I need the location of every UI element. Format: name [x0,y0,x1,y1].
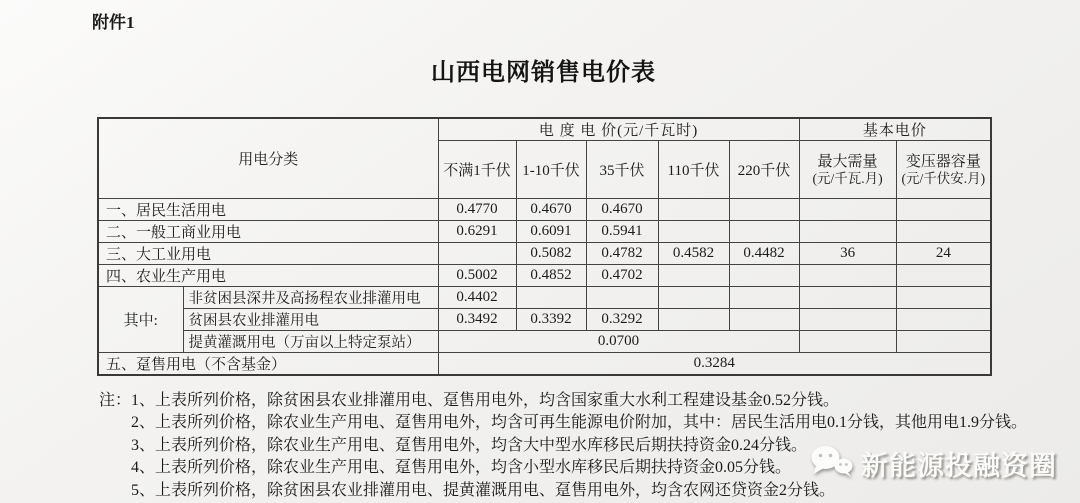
row-label: 四、农业生产用电 [98,265,438,287]
electricity-price-table [97,117,992,376]
price-cell [729,199,799,221]
wechat-icon [810,445,854,483]
price-cell [729,309,799,331]
note-line-4: 4、上表所列价格，除农业生产用电、趸售用电外，均含小型水库移民后期扶持资金0.05分钱。 [131,459,792,477]
table-row-wholesale [98,353,991,376]
price-cell: 0.5941 [586,221,658,243]
table-row-yellow-river-lift-irrigation [98,331,991,353]
max-demand-name: 最大需量 [817,153,878,170]
merged-price-cell: 0.3284 [438,353,991,376]
page-title: 山西电网销售电价表 [431,60,656,86]
price-cell [799,199,896,221]
note-line-2: 2、上表所列价格，除农业生产用电、趸售用电外，均含可再生能源电价附加，其中：居民生活用电0.1分钱，其他用电1.9分钱。 [131,414,1028,432]
price-cell: 0.4782 [586,243,658,265]
price-cell [896,287,991,309]
note-line-1 [99,390,1027,412]
energy-price-group-header: 电 度 电 价(元/千瓦时) [438,118,799,141]
price-cell [896,309,991,331]
price-cell: 0.4670 [586,199,658,221]
price-cell: 36 [799,243,896,265]
price-cell [658,287,729,309]
price-cell [658,265,729,287]
price-cell [799,287,896,309]
price-cell: 0.3292 [586,309,658,331]
price-cell [799,331,896,353]
table-row-residential [98,199,991,221]
price-cell [438,243,516,265]
row-label: 二、一般工商业用电 [98,221,438,243]
note-line-3: 3、上表所列价格，除农业生产用电、趸售用电外，均含大中型水库移民后期扶持资金0.24分钱。 [131,436,808,454]
price-cell: 0.5002 [438,265,516,287]
price-cell: 0.4670 [516,199,586,221]
price-cell: 0.4402 [438,287,516,309]
price-cell: 24 [896,243,991,265]
table-row-poor-county-irrigation [98,309,991,331]
price-cell [658,199,729,221]
column-header-under1kv: 不满1千伏 [438,141,516,199]
price-cell [896,331,991,353]
price-cell: 0.3392 [516,309,586,331]
price-cell: 0.4582 [658,243,729,265]
price-cell [799,221,896,243]
basic-price-group-header: 基本电价 [799,118,991,141]
transformer-capacity-unit: (元/千伏安.月) [901,170,986,186]
column-header-max-demand [799,141,896,199]
price-cell: 0.6091 [516,221,586,243]
price-cell: 0.5082 [516,243,586,265]
row-label: 五、趸售用电（不含基金） [98,353,438,376]
merged-price-cell: 0.0700 [438,331,799,353]
price-cell [729,221,799,243]
row-label: 三、大工业用电 [98,243,438,265]
price-cell [516,287,586,309]
price-cell [799,265,896,287]
transformer-capacity-name: 变压器容量 [905,153,981,170]
price-cell: 0.6291 [438,221,516,243]
category-header-cell: 用电分类 [98,118,438,199]
price-cell: 0.4770 [438,199,516,221]
price-cell [586,287,658,309]
price-cell: 0.4702 [586,265,658,287]
attachment-label: 附件1 [92,13,135,32]
max-demand-unit: (元/千瓦.月) [812,170,883,186]
price-cell: 0.3492 [438,309,516,331]
table-row-agricultural-production [98,265,991,287]
column-header-transformer-capacity [896,141,991,199]
subgroup-label-cell: 其中: [98,287,183,353]
table-row-large-industry [98,243,991,265]
price-cell [658,309,729,331]
subrow-label: 非贫困县深井及高扬程农业排灌用电 [183,287,438,309]
price-cell [896,265,991,287]
price-cell [799,309,896,331]
row-label: 一、居民生活用电 [98,199,438,221]
notes-prefix: 注： [99,392,132,409]
subrow-label: 提黄灌溉用电（万亩以上特定泵站） [183,331,438,353]
column-header-110kv: 110千伏 [658,141,729,199]
price-cell [729,265,799,287]
table-row-general-commercial [98,221,991,243]
price-cell [729,287,799,309]
price-cell [658,221,729,243]
note-text: 1、上表所列价格，除贫困县农业排灌用电、趸售用电外，均含国家重大水利工程建设基金0.52分钱。 [131,392,840,409]
price-cell [896,199,991,221]
column-header-220kv: 220千伏 [729,141,799,199]
subrow-label: 贫困县农业排灌用电 [183,309,438,331]
column-header-35kv: 35千伏 [586,141,658,199]
price-cell [896,221,991,243]
price-cell: 0.4852 [516,265,586,287]
note-line-5: 5、上表所列价格，除贫困县农业排灌用电、提黄灌溉用电、趸售用电外，均含农网还贷资金2分钱。 [131,481,836,499]
table-row-nonpoor-deepwell-irrigation [98,287,991,309]
column-header-1-10kv: 1-10千伏 [516,141,586,199]
watermark [810,444,1057,483]
watermark-text: 新能源投融资圈 [861,451,1057,481]
price-cell: 0.4482 [729,243,799,265]
table-header-row-groups [98,118,991,141]
